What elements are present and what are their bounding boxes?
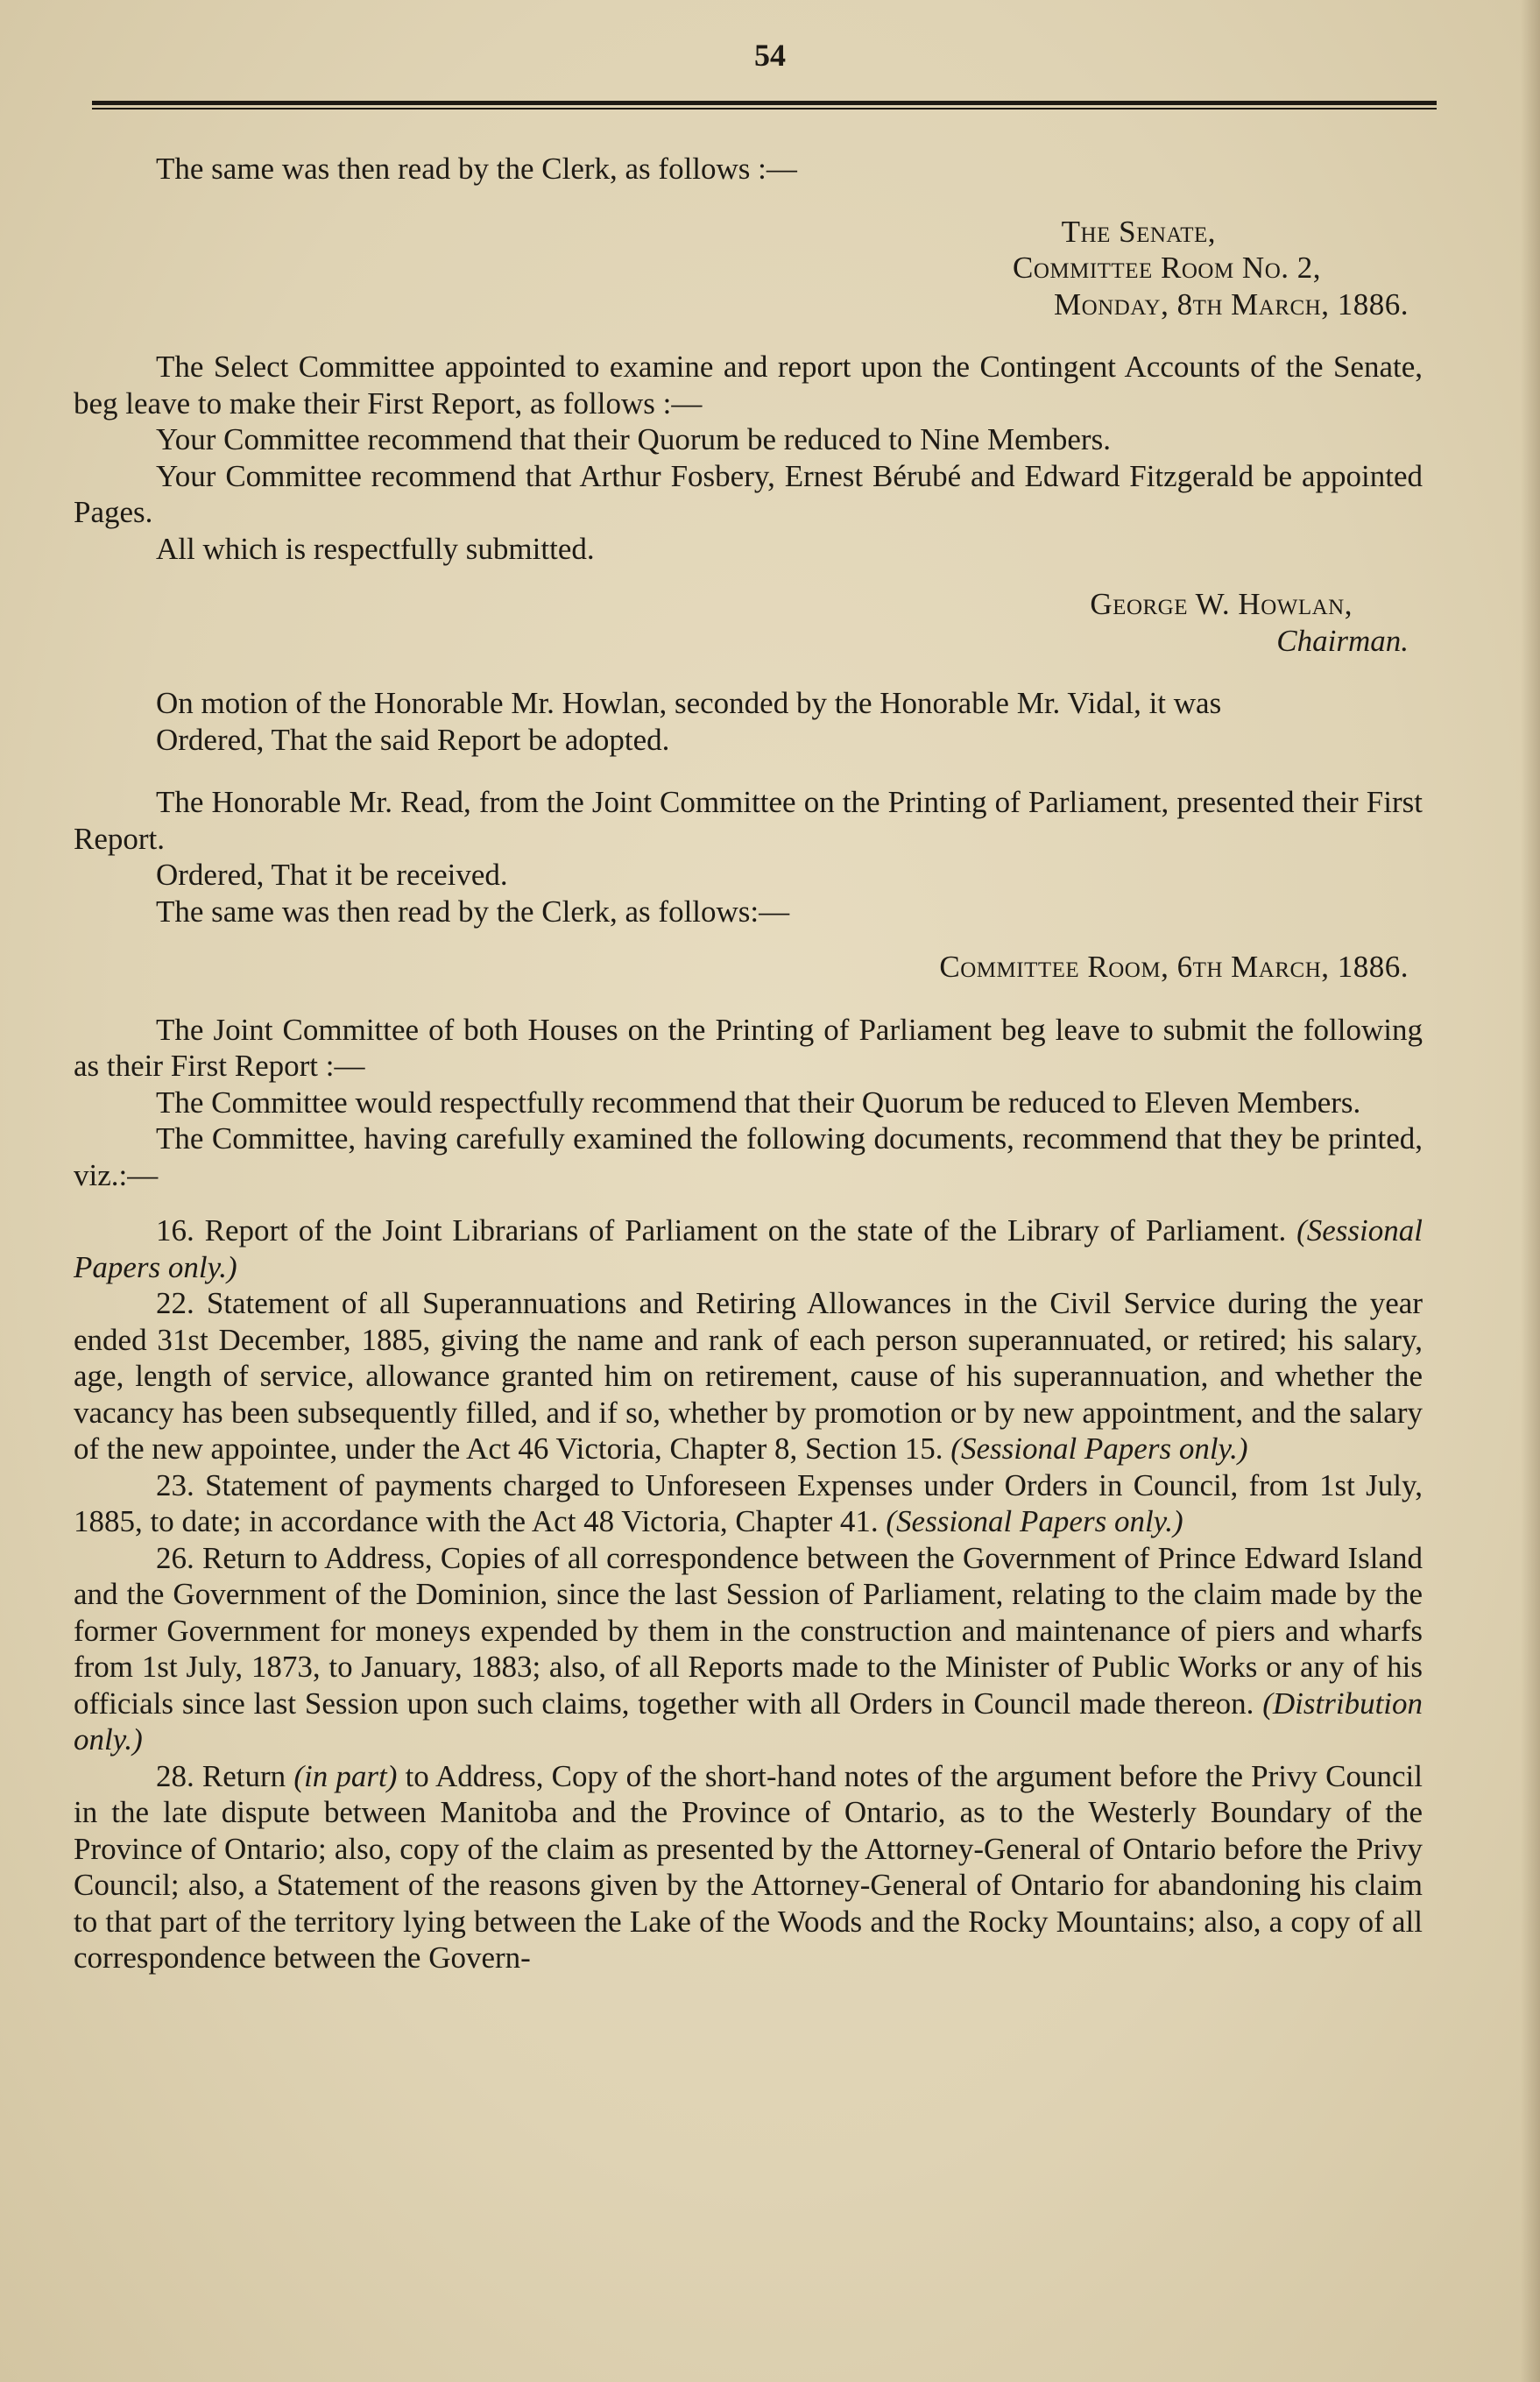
- report2-para1: The Joint Committee of both Houses on the Printing of Parliament beg leave to submit the following as their First Report :—: [74, 1012, 1423, 1083]
- read-report-text: The Honorable Mr. Read, from the Joint Committee on the Printing of Parliament, presented their First Report.: [74, 785, 1423, 856]
- ordered-received: Ordered, That it be received.: [156, 858, 508, 892]
- page-number: 54: [754, 38, 786, 73]
- report1-para1: The Select Committee appointed to examine and report upon the Contingent Accounts of the Senate, beg leave to make their First Report, as follows :—: [74, 350, 1423, 421]
- committee-room-heading: Committee Room, 6th March, 1886.: [939, 950, 1409, 984]
- page-edge-shadow: [1521, 0, 1540, 2382]
- page-body: [74, 151, 1423, 1976]
- list-item: 16. Report of the Joint Librarians of Parliament on the state of the Library of Parliament. (Sessional Papers only.): [74, 1213, 1423, 1284]
- senate-heading-line1: The Senate,: [1061, 214, 1216, 249]
- ordered-adopted: Ordered, That the said Report be adopted.: [156, 722, 670, 757]
- report2-para3: The Committee, having carefully examined the following documents, recommend that they be printed, viz.:—: [74, 1121, 1423, 1192]
- report1-signer: George W. Howlan,: [1090, 587, 1353, 621]
- motion-text: On motion of the Honorable Mr. Howlan, seconded by the Honorable Mr. Vidal, it was: [156, 686, 1222, 720]
- senate-heading-line3: Monday, 8th March, 1886.: [1053, 286, 1409, 322]
- intro-read-2: The same was then read by the Clerk, as follows:—: [156, 894, 790, 929]
- report2-para2: The Committee would respectfully recommend that their Quorum be reduced to Eleven Members.: [156, 1085, 1361, 1120]
- list-item-28: 28. Return (in part) to Address, Copy of the short-hand notes of the argument before the Privy Council in the late dispute between Manitoba and the Province of Ontario, as to the Westerly Boundary of the Province of Ontario; also, copy of the claim as presented by the Attorney-General of Ontario before the Privy Council; also, a Statement of the reasons given by the Attorney-General of Ontario for abandoning his claim to that part of the territory lying between the Lake of the Woods and the Rocky Mountains; also, a copy of all correspondence between the Govern-: [74, 1758, 1423, 1975]
- list-item: 26. Return to Address, Copies of all correspondence between the Government of Prince Edward Island and the Government of the Dominion, since the last Session of Parliament, relating to the claim made by the former Government for moneys expended by them in the construction and maintenance of piers and wharfs from 1st July, 1873, to January, 1883; also, of all Reports made to the Minister of Public Works or any of his officials since last Session upon such claims, together with all Orders in Council made thereon. (Distribution only.): [74, 1540, 1423, 1756]
- report1-para2: Your Committee recommend that their Quorum be reduced to Nine Members.: [156, 422, 1111, 456]
- list-item: 22. Statement of all Superannuations and Retiring Allowances in the Civil Service during the year ended 31st December, 1885, giving the name and rank of each person superannuated, or retired; his salary, age, length of service, allowance granted him on retirement, cause of his superannuation, and whether the vacancy has been subsequently filled, and if so, whether by promotion or by new appointment, and the salary of the new appointee, under the Act 46 Victoria, Chapter 8, Section 15. (Sessional Papers only.): [74, 1286, 1423, 1466]
- report1-para4: All which is respectfully submitted.: [156, 531, 595, 566]
- intro-read: The same was then read by the Clerk, as follows :—: [156, 152, 797, 186]
- list-item: 23. Statement of payments charged to Unforeseen Expenses under Orders in Council, from 1st July, 1885, to date; in accordance with the Act 48 Victoria, Chapter 41. (Sessional Papers only.): [74, 1467, 1423, 1538]
- report1-para3: Your Committee recommend that Arthur Fosbery, Ernest Bérubé and Edward Fitzgerald be appointed Pages.: [74, 458, 1423, 529]
- senate-heading-line2: Committee Room No. 2,: [1012, 251, 1321, 285]
- senate-heading: [74, 214, 1423, 323]
- report1-signer-title: Chairman.: [1276, 623, 1409, 658]
